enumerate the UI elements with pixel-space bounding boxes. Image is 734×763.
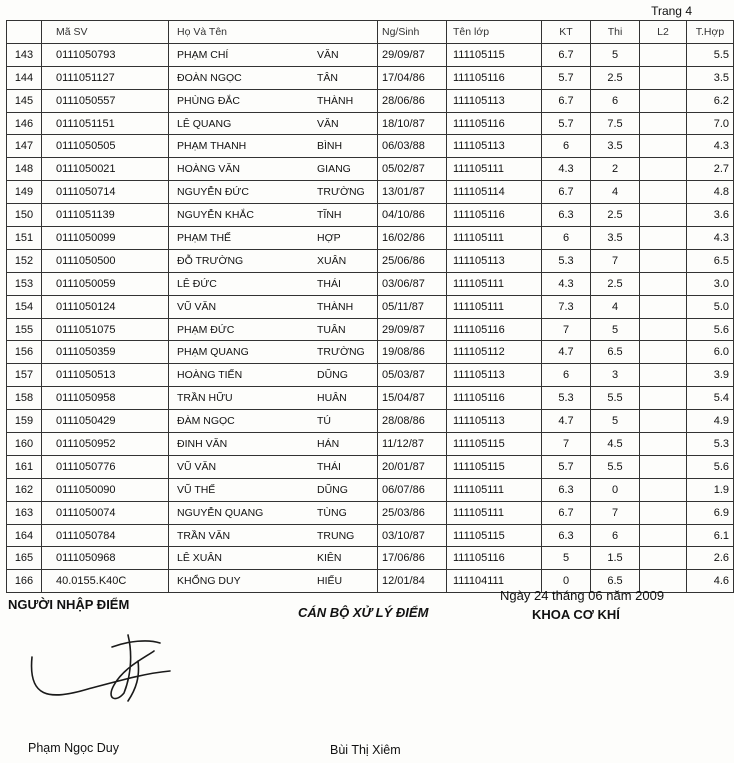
total-score-cell: 6.0 [687,341,734,364]
date-line: Ngày 24 tháng 06 năm 2009 [500,588,665,603]
given-name-cell: HÁN [313,433,378,456]
kt-score-cell: 6.7 [542,43,591,66]
total-score-cell: 4.3 [687,227,734,250]
student-id-cell: 0111050059 [42,272,169,295]
l2-score-cell [640,204,687,227]
page-number: Trang 4 [651,4,692,18]
exam-score-cell: 7 [591,249,640,272]
table-row [7,547,734,570]
kt-score-cell: 6 [542,135,591,158]
student-id-cell: 0111051139 [42,204,169,227]
class-code-cell: 111105113 [447,89,542,112]
row-number-cell: 145 [7,89,42,112]
table-row [7,89,734,112]
header-stt [7,21,42,44]
class-code-cell: 111105115 [447,433,542,456]
given-name-cell: THÀNH [313,295,378,318]
given-name-cell: TRUNG [313,524,378,547]
student-id-cell: 0111050074 [42,501,169,524]
l2-score-cell [640,387,687,410]
birth-date-cell: 03/06/87 [378,272,447,295]
student-id-cell: 0111051127 [42,66,169,89]
given-name-cell: VĂN [313,43,378,66]
surname-cell: VŨ VĂN [169,455,314,478]
given-name-cell: TRƯỜNG [313,181,378,204]
class-code-cell: 111105111 [447,158,542,181]
student-id-cell: 0111050500 [42,249,169,272]
given-name-cell: GIANG [313,158,378,181]
total-score-cell: 2.7 [687,158,734,181]
kt-score-cell: 7 [542,433,591,456]
table-row [7,158,734,181]
exam-score-cell: 3.5 [591,227,640,250]
birth-date-cell: 19/08/86 [378,341,447,364]
total-score-cell: 5.5 [687,43,734,66]
birth-date-cell: 29/09/87 [378,318,447,341]
kt-score-cell: 6.3 [542,524,591,547]
class-code-cell: 111105111 [447,478,542,501]
table-row [7,433,734,456]
given-name-cell: TUÂN [313,318,378,341]
header-student-id: Mã SV [42,21,169,44]
row-number-cell: 151 [7,227,42,250]
class-code-cell: 111105113 [447,410,542,433]
header-kt: KT [542,21,591,44]
kt-score-cell: 4.7 [542,341,591,364]
exam-score-cell: 5.5 [591,455,640,478]
row-number-cell: 158 [7,387,42,410]
class-code-cell: 111105111 [447,227,542,250]
given-name-cell: HỢP [313,227,378,250]
l2-score-cell [640,318,687,341]
l2-score-cell [640,43,687,66]
class-code-cell: 111105113 [447,249,542,272]
grade-table [6,20,734,593]
row-number-cell: 148 [7,158,42,181]
table-row [7,272,734,295]
table-row [7,341,734,364]
surname-cell: PHẠM ĐỨC [169,318,314,341]
grade-processor-title: CÁN BỘ XỬ LÝ ĐIỂM [298,605,429,620]
row-number-cell: 155 [7,318,42,341]
given-name-cell: KIÊN [313,547,378,570]
surname-cell: ĐOÀN NGỌC [169,66,314,89]
kt-score-cell: 7 [542,318,591,341]
birth-date-cell: 12/01/84 [378,570,447,593]
table-row [7,524,734,547]
surname-cell: VŨ THẾ [169,478,314,501]
l2-score-cell [640,112,687,135]
total-score-cell: 4.6 [687,570,734,593]
handwritten-signature [28,627,198,707]
class-code-cell: 111105115 [447,524,542,547]
given-name-cell: HIẾU [313,570,378,593]
kt-score-cell: 4.3 [542,272,591,295]
birth-date-cell: 04/10/86 [378,204,447,227]
header-l2: L2 [640,21,687,44]
table-header-row [7,21,734,44]
given-name-cell: THÀNH [313,89,378,112]
surname-cell: LÊ XUÂN [169,547,314,570]
kt-score-cell: 5 [542,547,591,570]
student-id-cell: 0111050021 [42,158,169,181]
surname-cell: PHÙNG ĐẮC [169,89,314,112]
table-row [7,295,734,318]
exam-score-cell: 1.5 [591,547,640,570]
l2-score-cell [640,433,687,456]
class-code-cell: 111105113 [447,364,542,387]
data-entrant-title: NGƯỜI NHẬP ĐIỂM [8,597,130,612]
l2-score-cell [640,455,687,478]
given-name-cell: VĂN [313,112,378,135]
class-code-cell: 111105113 [447,135,542,158]
exam-score-cell: 5.5 [591,387,640,410]
exam-score-cell: 2.5 [591,204,640,227]
student-id-cell: 0111050099 [42,227,169,250]
student-id-cell: 0111050784 [42,524,169,547]
table-row [7,135,734,158]
kt-score-cell: 0 [542,570,591,593]
data-entrant-name: Phạm Ngọc Duy [28,741,120,755]
row-number-cell: 157 [7,364,42,387]
row-number-cell: 144 [7,66,42,89]
surname-cell: PHẠM CHÍ [169,43,314,66]
birth-date-cell: 25/06/86 [378,249,447,272]
table-row [7,318,734,341]
given-name-cell: TRƯỜNG [313,341,378,364]
given-name-cell: BÌNH [313,135,378,158]
header-class: Tên lớp [447,21,542,44]
given-name-cell: TÚ [313,410,378,433]
table-row [7,66,734,89]
exam-score-cell: 6 [591,89,640,112]
surname-cell: KHỔNG DUY [169,570,314,593]
given-name-cell: THÁI [313,272,378,295]
faculty-name: KHOA CƠ KHÍ [532,607,620,622]
birth-date-cell: 06/07/86 [378,478,447,501]
kt-score-cell: 5.7 [542,66,591,89]
birth-date-cell: 25/03/86 [378,501,447,524]
class-code-cell: 111105111 [447,501,542,524]
exam-score-cell: 2.5 [591,66,640,89]
total-score-cell: 3.6 [687,204,734,227]
birth-date-cell: 28/06/86 [378,89,447,112]
surname-cell: TRẦN VĂN [169,524,314,547]
kt-score-cell: 6.7 [542,89,591,112]
exam-score-cell: 5 [591,318,640,341]
exam-score-cell: 4 [591,295,640,318]
total-score-cell: 6.5 [687,249,734,272]
surname-cell: HOÀNG VĂN [169,158,314,181]
table-row [7,478,734,501]
surname-cell: ĐÀM NGỌC [169,410,314,433]
total-score-cell: 2.6 [687,547,734,570]
exam-score-cell: 7.5 [591,112,640,135]
row-number-cell: 165 [7,547,42,570]
given-name-cell: XUÂN [313,249,378,272]
header-full-name: Họ Và Tên [169,21,314,44]
kt-score-cell: 4.7 [542,410,591,433]
birth-date-cell: 17/04/86 [378,66,447,89]
grade-rows [7,43,734,592]
signature-footer [0,585,700,763]
row-number-cell: 150 [7,204,42,227]
birth-date-cell: 13/01/87 [378,181,447,204]
birth-date-cell: 17/06/86 [378,547,447,570]
given-name-cell: HUÂN [313,387,378,410]
exam-score-cell: 4 [591,181,640,204]
student-id-cell: 0111050505 [42,135,169,158]
birth-date-cell: 16/02/86 [378,227,447,250]
birth-date-cell: 05/02/87 [378,158,447,181]
kt-score-cell: 6.3 [542,204,591,227]
total-score-cell: 4.9 [687,410,734,433]
row-number-cell: 147 [7,135,42,158]
surname-cell: HOÀNG TIẾN [169,364,314,387]
class-code-cell: 111105116 [447,318,542,341]
birth-date-cell: 05/11/87 [378,295,447,318]
class-code-cell: 111104111 [447,570,542,593]
exam-score-cell: 2 [591,158,640,181]
kt-score-cell: 6 [542,227,591,250]
total-score-cell: 4.8 [687,181,734,204]
l2-score-cell [640,295,687,318]
surname-cell: TRẦN HỮU [169,387,314,410]
total-score-cell: 5.3 [687,433,734,456]
given-name-cell: DŨNG [313,478,378,501]
exam-score-cell: 6.5 [591,570,640,593]
birth-date-cell: 03/10/87 [378,524,447,547]
header-total: T.Hợp [687,21,734,44]
student-id-cell: 0111050793 [42,43,169,66]
kt-score-cell: 6.3 [542,478,591,501]
l2-score-cell [640,227,687,250]
row-number-cell: 156 [7,341,42,364]
class-code-cell: 111105116 [447,204,542,227]
birth-date-cell: 11/12/87 [378,433,447,456]
given-name-cell: THÁI [313,455,378,478]
l2-score-cell [640,89,687,112]
class-code-cell: 111105111 [447,272,542,295]
exam-score-cell: 4.5 [591,433,640,456]
birth-date-cell: 29/09/87 [378,43,447,66]
kt-score-cell: 6.7 [542,501,591,524]
l2-score-cell [640,524,687,547]
student-id-cell: 0111050968 [42,547,169,570]
birth-date-cell: 05/03/87 [378,364,447,387]
class-code-cell: 111105115 [447,43,542,66]
surname-cell: LÊ QUANG [169,112,314,135]
class-code-cell: 111105115 [447,455,542,478]
l2-score-cell [640,272,687,295]
row-number-cell: 143 [7,43,42,66]
row-number-cell: 153 [7,272,42,295]
table-row [7,112,734,135]
kt-score-cell: 5.3 [542,249,591,272]
exam-score-cell: 5 [591,43,640,66]
class-code-cell: 111105116 [447,387,542,410]
total-score-cell: 5.0 [687,295,734,318]
student-id-cell: 0111051151 [42,112,169,135]
l2-score-cell [640,181,687,204]
header-given-name [313,21,378,44]
l2-score-cell [640,341,687,364]
class-code-cell: 111105116 [447,66,542,89]
exam-score-cell: 6.5 [591,341,640,364]
class-code-cell: 111105112 [447,341,542,364]
l2-score-cell [640,158,687,181]
birth-date-cell: 06/03/88 [378,135,447,158]
l2-score-cell [640,249,687,272]
kt-score-cell: 6.7 [542,181,591,204]
surname-cell: NGUYỄN ĐỨC [169,181,314,204]
exam-score-cell: 0 [591,478,640,501]
row-number-cell: 160 [7,433,42,456]
surname-cell: ĐỖ TRƯỜNG [169,249,314,272]
kt-score-cell: 7.3 [542,295,591,318]
total-score-cell: 3.5 [687,66,734,89]
given-name-cell: TÙNG [313,501,378,524]
row-number-cell: 166 [7,570,42,593]
student-id-cell: 0111050513 [42,364,169,387]
total-score-cell: 3.0 [687,272,734,295]
exam-score-cell: 7 [591,501,640,524]
row-number-cell: 161 [7,455,42,478]
student-id-cell: 0111050124 [42,295,169,318]
birth-date-cell: 18/10/87 [378,112,447,135]
l2-score-cell [640,478,687,501]
student-id-cell: 0111050776 [42,455,169,478]
class-code-cell: 111105114 [447,181,542,204]
l2-score-cell [640,364,687,387]
row-number-cell: 146 [7,112,42,135]
table-row [7,227,734,250]
exam-score-cell: 3.5 [591,135,640,158]
surname-cell: VŨ VĂN [169,295,314,318]
row-number-cell: 162 [7,478,42,501]
birth-date-cell: 28/08/86 [378,410,447,433]
row-number-cell: 159 [7,410,42,433]
table-row [7,249,734,272]
surname-cell: PHẠM THẾ [169,227,314,250]
l2-score-cell [640,410,687,433]
total-score-cell: 7.0 [687,112,734,135]
l2-score-cell [640,501,687,524]
student-id-cell: 0111050952 [42,433,169,456]
surname-cell: ĐINH VĂN [169,433,314,456]
student-id-cell: 0111050429 [42,410,169,433]
table-row [7,43,734,66]
row-number-cell: 164 [7,524,42,547]
given-name-cell: DŨNG [313,364,378,387]
birth-date-cell: 20/01/87 [378,455,447,478]
surname-cell: LÊ ĐỨC [169,272,314,295]
student-id-cell: 0111050557 [42,89,169,112]
table-row [7,387,734,410]
total-score-cell: 5.4 [687,387,734,410]
student-id-cell: 40.0155.K40C [42,570,169,593]
class-code-cell: 111105116 [447,547,542,570]
table-row [7,410,734,433]
student-id-cell: 0111051075 [42,318,169,341]
class-code-cell: 111105116 [447,112,542,135]
kt-score-cell: 6 [542,364,591,387]
student-id-cell: 0111050090 [42,478,169,501]
given-name-cell: TĨNH [313,204,378,227]
l2-score-cell [640,66,687,89]
surname-cell: NGUYỄN QUANG [169,501,314,524]
given-name-cell: TÂN [313,66,378,89]
kt-score-cell: 5.7 [542,112,591,135]
row-number-cell: 163 [7,501,42,524]
student-id-cell: 0111050958 [42,387,169,410]
header-exam: Thi [591,21,640,44]
total-score-cell: 6.2 [687,89,734,112]
table-row [7,501,734,524]
table-row [7,364,734,387]
header-birth-date: Ng/Sinh [378,21,447,44]
exam-score-cell: 6 [591,524,640,547]
total-score-cell: 5.6 [687,318,734,341]
student-id-cell: 0111050714 [42,181,169,204]
table-row [7,181,734,204]
total-score-cell: 6.1 [687,524,734,547]
class-code-cell: 111105111 [447,295,542,318]
exam-score-cell: 2.5 [591,272,640,295]
row-number-cell: 149 [7,181,42,204]
row-number-cell: 152 [7,249,42,272]
l2-score-cell [640,135,687,158]
table-row [7,455,734,478]
total-score-cell: 4.3 [687,135,734,158]
total-score-cell: 3.9 [687,364,734,387]
surname-cell: NGUYỄN KHẮC [169,204,314,227]
kt-score-cell: 4.3 [542,158,591,181]
exam-score-cell: 3 [591,364,640,387]
total-score-cell: 5.6 [687,455,734,478]
total-score-cell: 6.9 [687,501,734,524]
row-number-cell: 154 [7,295,42,318]
l2-score-cell [640,547,687,570]
surname-cell: PHẠM QUANG [169,341,314,364]
grade-processor-name: Bùi Thị Xiêm [330,743,401,757]
surname-cell: PHẠM THANH [169,135,314,158]
kt-score-cell: 5.7 [542,455,591,478]
student-id-cell: 0111050359 [42,341,169,364]
total-score-cell: 1.9 [687,478,734,501]
table-row [7,204,734,227]
birth-date-cell: 15/04/87 [378,387,447,410]
kt-score-cell: 5.3 [542,387,591,410]
exam-score-cell: 5 [591,410,640,433]
